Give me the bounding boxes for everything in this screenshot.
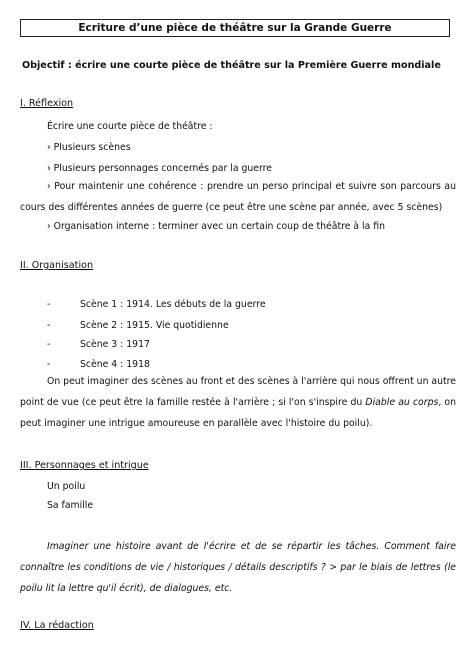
list-dash: - [47, 320, 51, 331]
intrigue-paragraph: Imaginer une histoire avant de l'écrire et de se répartir les tâches. Comment faire connaître les conditions de vie / historiques / détails descriptifs ? > par le biais de lettres (le poilu lit la lettre qu'il écrit), de dialogues, etc. [20, 541, 456, 594]
scene-item-2: Scène 2 : 1915. Vie quotidienne [80, 320, 229, 331]
section-heading-organisation: II. Organisation [20, 260, 94, 271]
organisation-text-start: On peut imaginer des scènes au front et des scènes à l'arrière qui nous offrent un autre point de vue (ce peut être la famille restée à l'arrière ; si l'on s'inspire du [20, 376, 456, 408]
reflexion-bullet-4: › Organisation interne : terminer avec un certain coup de théâtre à la fin [47, 221, 386, 232]
organisation-paragraph [20, 371, 456, 434]
character-item-2: Sa famille [47, 500, 94, 511]
objective-line: Objectif : écrire une courte pièce de théâtre sur la Première Guerre mondiale [22, 60, 441, 71]
book-title: Diable au corps [365, 397, 439, 408]
document-title: Ecriture d’une pièce de théâtre sur la Grande Guerre [20, 19, 450, 37]
section-heading-redaction: IV. La rédaction [20, 620, 94, 631]
character-item-1: Un poilu [47, 481, 86, 492]
reflexion-intro: Écrire une courte pièce de théâtre : [47, 121, 213, 132]
section-heading-personnages: III. Personnages et intrigue [20, 460, 149, 471]
scene-item-4: Scène 4 : 1918 [80, 359, 150, 370]
scene-item-1: Scène 1 : 1914. Les débuts de la guerre [80, 299, 266, 310]
list-dash: - [47, 339, 51, 350]
section-heading-reflexion: I. Réflexion [20, 98, 74, 109]
list-dash: - [47, 359, 51, 370]
reflexion-bullet-2: › Plusieurs personnages concernés par la guerre [47, 163, 273, 174]
organisation-text-end: , on peut imaginer une intrigue amoureuse en parallèle avec l'histoire du poilu). [20, 397, 457, 429]
list-dash: - [47, 299, 51, 310]
reflexion-bullet-3: › Pour maintenir une cohérence : prendre un perso principal et suivre son parcours au cours des différentes années de guerre (ce peut être une scène par année, avec 5 scènes) [20, 181, 456, 213]
scene-item-3: Scène 3 : 1917 [80, 339, 150, 350]
reflexion-bullet-1: › Plusieurs scènes [47, 142, 131, 153]
